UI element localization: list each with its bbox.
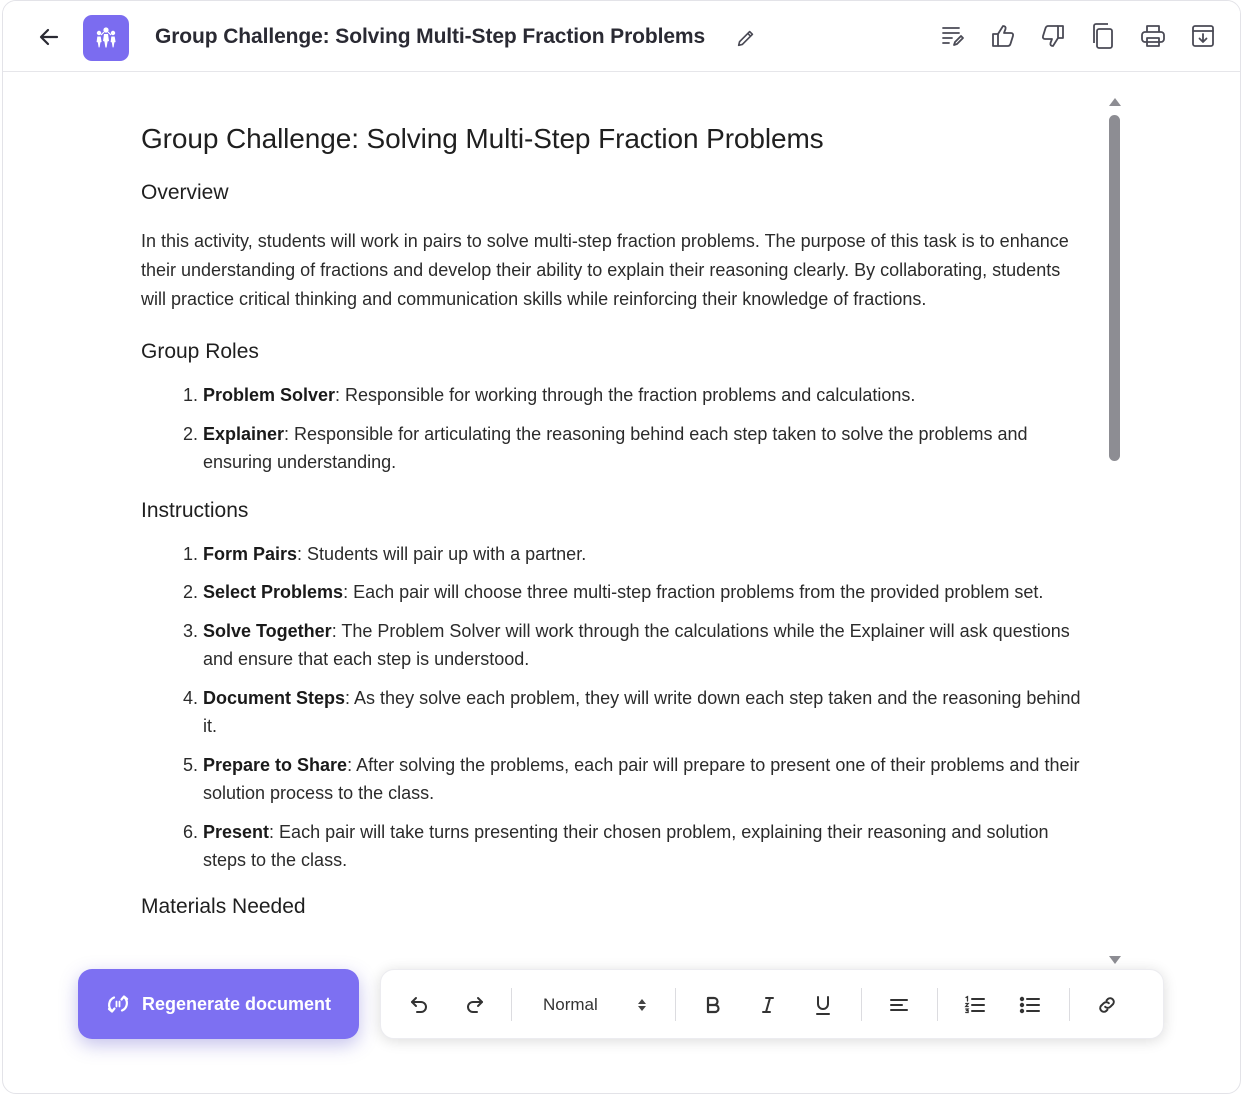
overview-paragraph: In this activity, students will work in pairs to solve multi-step fraction problems. The purpose of this task is to enhance their understanding of fractions and develop their ability to explain their reasoning clearly. By collaborating, students will practice critical thinking and communication skills while reinforcing their knowledge of fractions. xyxy=(141,231,1069,309)
app-window xyxy=(2,0,1241,1094)
instructions-heading: Instructions xyxy=(141,498,249,522)
arrow-left-icon xyxy=(37,25,61,49)
list-item xyxy=(203,818,1086,875)
step-term: Document Steps xyxy=(203,687,346,708)
page-title: Group Challenge: Solving Multi-Step Fraction Problems xyxy=(155,25,706,48)
list-item xyxy=(203,617,1086,674)
role-desc: : Responsible for articulating the reasoning behind each step taken to solve the problems and ensuring understanding. xyxy=(203,423,1028,472)
step-term: Select Problems xyxy=(203,582,344,602)
app-badge xyxy=(83,15,129,61)
overview-heading: Overview xyxy=(141,181,229,204)
materials-heading: Materials Needed xyxy=(141,894,306,918)
notes-icon xyxy=(939,22,967,50)
notes-button[interactable] xyxy=(938,21,968,51)
underline-icon xyxy=(813,994,833,1016)
align-left-icon xyxy=(888,995,910,1015)
scroll-up-arrow-icon[interactable] xyxy=(1108,97,1122,107)
print-icon xyxy=(1139,22,1167,50)
list-item xyxy=(203,684,1086,741)
step-desc: : Each pair will take turns presenting their chosen problem, explaining their reasoning and solution steps to the class. xyxy=(203,821,1049,870)
copy-icon xyxy=(1089,22,1117,50)
role-term: Explainer xyxy=(203,423,285,444)
list-item xyxy=(203,420,1086,477)
header-bar xyxy=(3,1,1240,72)
undo-button[interactable] xyxy=(403,987,435,1023)
numbered-list-button[interactable] xyxy=(959,987,991,1023)
italic-icon xyxy=(758,995,778,1015)
step-desc: : After solving the problems, each pair will prepare to present one of their problems and their solution process to the class. xyxy=(203,754,1080,803)
roles-list xyxy=(141,381,1086,477)
step-desc: : As they solve each problem, they will write down each step taken and the reasoning behind it. xyxy=(203,687,1081,736)
toolbar-divider xyxy=(675,988,676,1021)
step-term: Solve Together xyxy=(203,620,332,641)
refresh-icon xyxy=(106,992,130,1016)
toolbar-divider xyxy=(1069,988,1070,1021)
thumbs-up-button[interactable] xyxy=(988,21,1018,51)
scroll-down-arrow-icon[interactable] xyxy=(1108,955,1122,965)
thumbs-down-icon xyxy=(1039,22,1067,50)
chevron-updown-icon xyxy=(637,997,647,1013)
toolbar-divider xyxy=(861,988,862,1021)
toolbar-divider xyxy=(511,988,512,1021)
step-desc: : Students will pair up with a partner. xyxy=(297,543,587,564)
role-term: Problem Solver xyxy=(203,385,336,405)
text-style-value: Normal xyxy=(543,995,598,1014)
group-people-icon xyxy=(92,24,120,52)
instructions-list xyxy=(141,540,1086,875)
thumbs-down-button[interactable] xyxy=(1038,21,1068,51)
insert-link-button[interactable] xyxy=(1091,987,1123,1023)
document-title: Group Challenge: Solving Multi-Step Fraction Problems xyxy=(141,123,824,154)
regenerate-document-button[interactable] xyxy=(78,969,359,1039)
bullet-list-icon xyxy=(1019,995,1041,1015)
bold-button[interactable] xyxy=(697,987,729,1023)
step-term: Prepare to Share xyxy=(203,754,348,775)
list-item xyxy=(203,381,1086,410)
italic-button[interactable] xyxy=(752,987,784,1023)
bold-icon xyxy=(703,995,723,1015)
link-icon xyxy=(1096,994,1118,1016)
thumbs-up-icon xyxy=(989,22,1017,50)
back-button[interactable] xyxy=(33,21,65,53)
toolbar-divider xyxy=(937,988,938,1021)
document-body[interactable] xyxy=(141,101,1086,969)
step-desc: : Each pair will choose three multi-step fraction problems from the provided problem set. xyxy=(343,582,1044,602)
header-actions xyxy=(938,21,1218,51)
bullet-list-button[interactable] xyxy=(1014,987,1046,1023)
regenerate-label: Regenerate document xyxy=(141,993,332,1014)
download-button[interactable] xyxy=(1188,21,1218,51)
redo-button[interactable] xyxy=(459,987,491,1023)
pencil-icon xyxy=(735,27,757,49)
scrollbar-thumb[interactable] xyxy=(1109,115,1120,461)
print-button[interactable] xyxy=(1138,21,1168,51)
role-desc: : Responsible for working through the fraction problems and calculations. xyxy=(335,385,916,405)
text-style-select[interactable] xyxy=(531,987,659,1023)
step-term: Present xyxy=(203,821,270,842)
group-roles-heading: Group Roles xyxy=(141,340,259,363)
align-left-button[interactable] xyxy=(883,987,915,1023)
list-item xyxy=(203,751,1086,808)
formatting-toolbar xyxy=(380,969,1164,1039)
underline-button[interactable] xyxy=(807,987,839,1023)
list-item xyxy=(203,540,1086,569)
copy-button[interactable] xyxy=(1088,21,1118,51)
list-item xyxy=(203,578,1086,607)
redo-icon xyxy=(463,993,487,1017)
undo-icon xyxy=(407,993,431,1017)
numbered-list-icon xyxy=(964,995,986,1015)
edit-title-button[interactable] xyxy=(733,25,759,51)
step-desc: : The Problem Solver will work through the calculations while the Explainer will ask questions and ensure that each step is understood. xyxy=(203,620,1070,669)
step-term: Form Pairs xyxy=(203,543,298,564)
download-icon xyxy=(1189,22,1217,50)
